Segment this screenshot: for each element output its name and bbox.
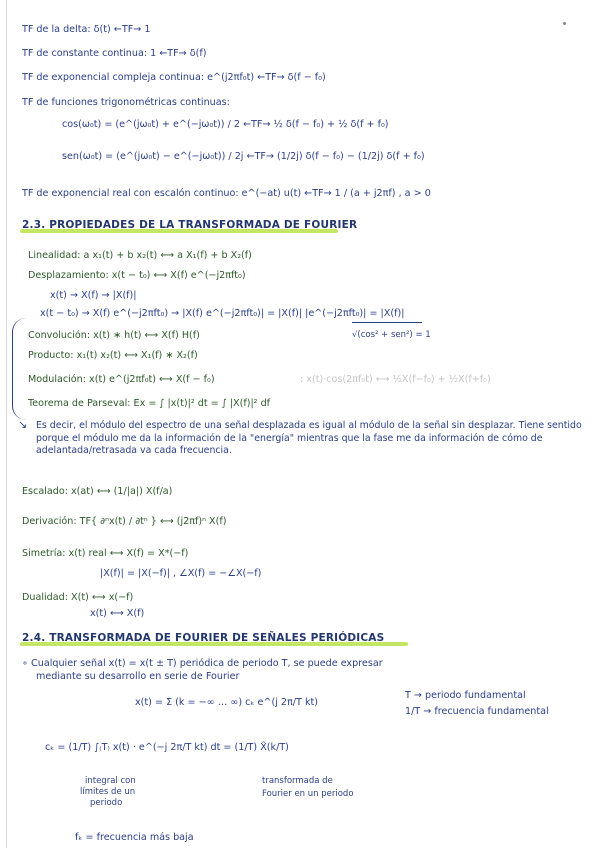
prop-simetria-mod-phase: |X(f)| = |X(−f)| , ∠X(f) = −∠X(−f)	[100, 568, 262, 579]
fourier-period-note-1: transformada de	[262, 776, 333, 786]
periodic-intro-2: mediante su desarrollo en serie de Fourier	[36, 671, 240, 682]
ink-dot	[563, 22, 566, 25]
prop-dualidad-line2: x(t) ⟷ X(f)	[90, 608, 145, 619]
fourier-period-note-2: Fourier en un periodo	[262, 789, 354, 799]
prop-modulo-desplazado: x(t − t₀) → X(f) e^(−j2πft₀) → |X(f) e^(−j2πft₀)| = |X(f)| |e^(−j2πft₀)| = |X(f)|	[40, 308, 405, 319]
integral-note-3: periodo	[90, 798, 123, 808]
integral-note-2: límites de un	[80, 787, 136, 797]
prop-convolucion: Convolución: x(t) ∗ h(t) ⟷ X(f) H(f)	[28, 330, 200, 341]
prop-parseval: Teorema de Parseval: Ex = ∫ |x(t)|² dt = ∫ |X(f)|² df	[28, 398, 271, 409]
fourier-series-formula: x(t) = Σ (k = −∞ … ∞) cₖ e^(j 2π/T kt)	[135, 697, 319, 708]
underline-mark	[352, 322, 422, 323]
tf-real-exp-line: TF de exponencial real con escalón continuo: e^(−at) u(t) ←TF→ 1 / (a + j2πf) , a > 0	[22, 188, 431, 199]
fundamental-period-note: T → periodo fundamental	[405, 690, 526, 701]
fundamental-frequency-note: 1/T → frecuencia fundamental	[405, 706, 549, 717]
tf-cos-line: cos(ω₀t) = (e^(jω₀t) + e^(−jω₀t)) / 2 ←TF→ ½ δ(f − f₀) + ½ δ(f + f₀)	[62, 119, 389, 130]
prop-modulo-original: x(t) → X(f) → |X(f)|	[50, 290, 137, 301]
margin-line	[6, 0, 7, 848]
tf-delta-line: TF de la delta: δ(t) ←TF→ 1	[22, 24, 151, 35]
prop-dualidad: Dualidad: X(t) ⟷ x(−f)	[22, 592, 134, 603]
coefficient-formula: cₖ = (1/T) ∫₍T₎ x(t) · e^(−j 2π/T kt) dt = (1/T) X̂(k/T)	[45, 742, 289, 753]
section-heading-2-3: 2.3. PROPIEDADES DE LA TRANSFORMADA DE FOURIER	[22, 219, 358, 231]
lowest-frequency-note: fₖ = frecuencia más baja	[75, 832, 194, 843]
tf-constant-line: TF de constante continua: 1 ←TF→ δ(f)	[22, 48, 207, 59]
periodic-intro-1: ∘ Cualquier señal x(t) = x(t ± T) periódica de periodo T, se puede expresar	[22, 658, 383, 669]
prop-modulacion-faded: : x(t)·cos(2πf₀t) ⟷ ½X(f−f₀) + ½X(f+f₀)	[300, 374, 491, 385]
prop-modulo-unit-note: √(cos² + sen²) = 1	[352, 330, 431, 340]
tf-trig-heading: TF de funciones trigonométricas continuas:	[22, 97, 230, 108]
prop-producto: Producto: x₁(t) x₂(t) ⟷ X₁(f) ∗ X₂(f)	[28, 350, 198, 361]
tf-sen-line: sen(ω₀t) = (e^(jω₀t) − e^(−jω₀t)) / 2j ←TF→ (1/2j) δ(f − f₀) − (1/2j) δ(f + f₀)	[62, 151, 425, 162]
explanation-paragraph: Es decir, el módulo del espectro de una señal desplazada es igual al módulo de la señal sin desplazar. Tiene sentido porque el módulo me da la información de la "energía" mientras que la fase me da información de cómo de adelantada/retrasada va cada frecuencia.	[36, 420, 582, 456]
section-heading-2-4: 2.4. TRANSFORMADA DE FOURIER DE SEÑALES PERIÓDICAS	[22, 632, 385, 644]
prop-linealidad: Linealidad: a x₁(t) + b x₂(t) ⟷ a X₁(f) + b X₂(f)	[28, 250, 252, 261]
bend-arrow: ↘	[18, 418, 28, 431]
tf-complex-exp-line: TF de exponencial compleja continua: e^(j2πf₀t) ←TF→ δ(f − f₀)	[22, 72, 326, 83]
integral-note-1: integral con	[85, 776, 136, 786]
prop-escalado: Escalado: x(at) ⟷ (1/|a|) X(f/a)	[22, 486, 173, 497]
prop-modulacion: Modulación: x(t) e^(j2πf₀t) ⟷ X(f − f₀)	[28, 374, 215, 385]
prop-derivacion: Derivación: TF{ ∂ⁿx(t) / ∂tⁿ } ⟷ (j2πf)ⁿ X(f)	[22, 516, 227, 527]
prop-desplazamiento: Desplazamiento: x(t − t₀) ⟷ X(f) e^(−j2πft₀)	[28, 270, 246, 281]
prop-simetria: Simetría: x(t) real ⟷ X(f) = X*(−f)	[22, 548, 189, 559]
